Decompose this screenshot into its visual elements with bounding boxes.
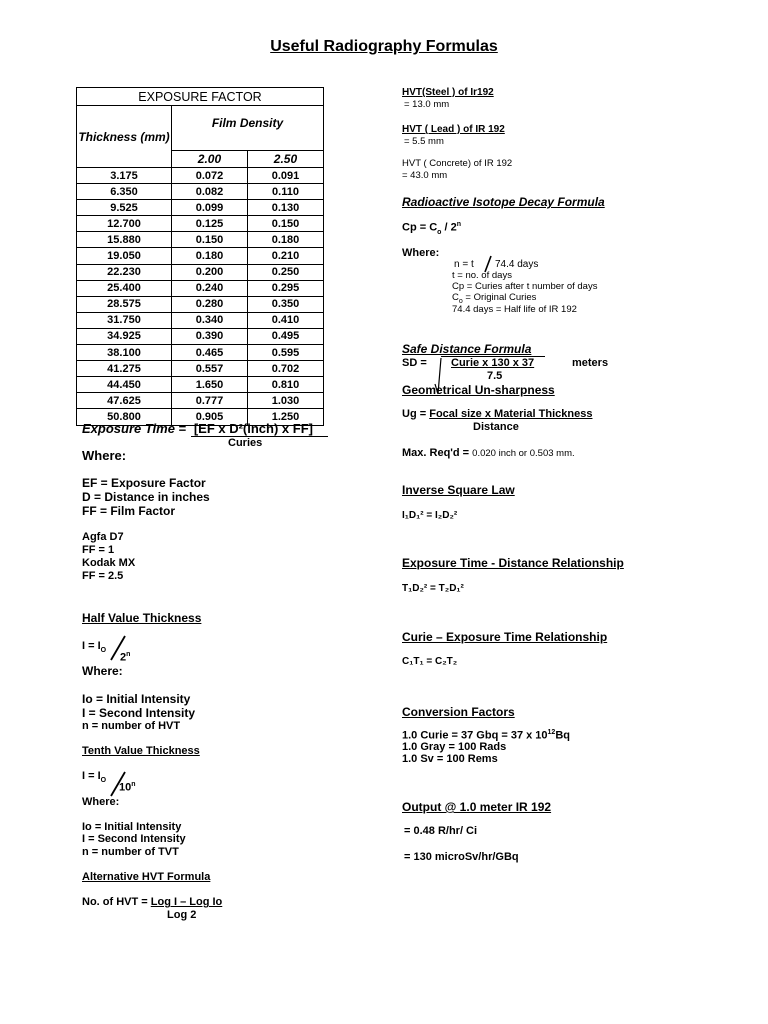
page-title: Useful Radiography Formulas <box>270 38 498 55</box>
factor-cell: 0.702 <box>247 361 323 377</box>
n-formula-lhs: n = t <box>454 259 474 270</box>
where-label: Where: <box>402 247 440 259</box>
factor-cell: 0.091 <box>247 168 323 184</box>
hvt-formula-lhs <box>82 640 106 654</box>
factor-cell: 1.650 <box>172 377 248 393</box>
sd-lhs: SD = <box>402 357 427 369</box>
thickness-cell: 9.525 <box>77 200 172 216</box>
tvt-den: 10 <box>119 781 132 794</box>
ef-definition: EF = Exposure Factor <box>82 476 206 490</box>
table-row <box>77 232 324 248</box>
factor-cell: 0.130 <box>247 200 323 216</box>
hvt-lead-title: HVT ( Lead ) of IR 192 <box>402 124 505 135</box>
sd-denominator: 7.5 <box>487 370 503 382</box>
factor-cell: 0.150 <box>172 232 248 248</box>
density-header: 2.50 <box>247 151 323 168</box>
factor-cell: 0.495 <box>247 328 323 344</box>
ug-numerator: Focal size x Material Thickness <box>429 408 593 420</box>
hvt-denominator <box>120 651 130 664</box>
hvt-exp: n <box>126 651 131 658</box>
conversion-gray: 1.0 Gray = 100 Rads <box>402 741 507 753</box>
hvt-sub: O <box>100 647 107 655</box>
thickness-cell: 47.625 <box>77 393 172 409</box>
alt-denominator: Log 2 <box>167 909 197 921</box>
factor-cell: 0.390 <box>172 328 248 344</box>
equals-sign: = <box>178 421 187 436</box>
sd-unit: meters <box>572 357 609 369</box>
factor-cell: 0.280 <box>172 296 248 312</box>
factor-cell: 1.030 <box>247 393 323 409</box>
where-label: Where: <box>82 796 120 808</box>
output-sievert: = 130 microSv/hr/GBq <box>404 851 519 863</box>
conversion-factors-title: Conversion Factors <box>402 705 515 719</box>
inverse-square-title: Inverse Square Law <box>402 483 515 497</box>
factor-cell: 0.200 <box>172 264 248 280</box>
factor-cell: 0.810 <box>247 377 323 393</box>
ff-definition: FF = Film Factor <box>82 504 176 518</box>
hvt-steel-title: HVT(Steel ) of Ir192 <box>402 87 494 98</box>
kodak-ff: FF = 2.5 <box>82 570 124 582</box>
alt-hvt-title: Alternative HVT Formula <box>82 871 211 883</box>
factor-cell: 0.410 <box>247 312 323 328</box>
table-header: EXPOSURE FACTOR <box>77 88 324 106</box>
table-row <box>77 361 324 377</box>
factor-cell: 0.595 <box>247 345 323 361</box>
decay-title: Radioactive Isotope Decay Formula <box>402 195 605 209</box>
factor-cell: 0.180 <box>247 232 323 248</box>
exposure-factor-table <box>76 87 324 426</box>
factor-cell: 0.125 <box>172 216 248 232</box>
table-row <box>77 200 324 216</box>
thickness-cell: 38.100 <box>77 345 172 361</box>
thickness-cell: 12.700 <box>77 216 172 232</box>
factor-cell: 0.082 <box>172 184 248 200</box>
output-title: Output @ 1.0 meter IR 192 <box>402 800 552 814</box>
agfa-label: Agfa D7 <box>82 531 124 543</box>
where-label: Where: <box>82 448 127 463</box>
factor-cell: 0.072 <box>172 168 248 184</box>
max-req-label: Max. Req'd = <box>402 447 470 459</box>
thickness-cell: 31.750 <box>77 312 172 328</box>
tvt-lhs: I = I <box>82 770 101 782</box>
hvt-den: 2 <box>120 651 127 664</box>
co-sub: o <box>458 297 463 305</box>
thickness-cell: 22.230 <box>77 264 172 280</box>
thickness-cell: 19.050 <box>77 248 172 264</box>
alt-hvt-formula <box>82 896 222 908</box>
factor-cell: 0.557 <box>172 361 248 377</box>
conv1-text: 1.0 Curie = 37 Gbq = 37 x 10 <box>402 729 548 742</box>
geometric-unsharpness-title: Geometrical Un-sharpness <box>402 383 555 397</box>
thickness-cell: 28.575 <box>77 296 172 312</box>
table-row <box>77 168 324 184</box>
curie-exposure-title: Curie – Exposure Time Relationship <box>402 630 608 644</box>
factor-cell: 0.295 <box>247 280 323 296</box>
thickness-cell: 44.450 <box>77 377 172 393</box>
half-life-definition: 74.4 days = Half life of IR 192 <box>452 304 577 315</box>
factor-cell: 0.240 <box>172 280 248 296</box>
hvt-lhs: I = I <box>82 640 101 652</box>
co-b: = Original Curies <box>462 292 537 303</box>
hvt-lead-value: = 5.5 mm <box>404 136 444 147</box>
table-row <box>77 345 324 361</box>
factor-cell: 0.110 <box>247 184 323 200</box>
factor-cell: 0.180 <box>172 248 248 264</box>
factor-cell: 0.350 <box>247 296 323 312</box>
max-required <box>402 447 575 459</box>
inverse-square-formula: I₁D₁² = I₂D₂² <box>402 510 458 521</box>
n-formula-rhs: 74.4 days <box>495 259 539 270</box>
decay-sup: n <box>456 221 462 228</box>
factor-cell: 0.340 <box>172 312 248 328</box>
thickness-cell: 50.800 <box>77 409 172 425</box>
max-req-value: 0.020 inch or 0.503 mm. <box>472 448 575 459</box>
decay-sub: o <box>437 228 442 236</box>
density-header: 2.00 <box>172 151 248 168</box>
t-definition: t = no. of days <box>452 270 512 281</box>
hvt-title: Half Value Thickness <box>82 611 202 625</box>
table-row <box>77 328 324 344</box>
table-row <box>77 393 324 409</box>
ug-lhs: Ug = <box>402 408 427 420</box>
factor-cell: 1.250 <box>247 409 323 425</box>
exposure-distance-title: Exposure Time - Distance Relationship <box>402 556 624 570</box>
thickness-cell: 6.350 <box>77 184 172 200</box>
factor-cell: 0.250 <box>247 264 323 280</box>
table-row <box>77 248 324 264</box>
factor-cell: 0.210 <box>247 248 323 264</box>
exposure-time-denominator: Curies <box>228 437 263 449</box>
table-row <box>77 312 324 328</box>
hvt-steel-value: = 13.0 mm <box>404 99 450 110</box>
factor-cell: 0.905 <box>172 409 248 425</box>
co-a: C <box>452 292 459 303</box>
table-row <box>77 264 324 280</box>
thickness-cell: 15.880 <box>77 232 172 248</box>
ug-formula <box>402 408 592 420</box>
table-row <box>77 184 324 200</box>
hvt-concrete-value: = 43.0 mm <box>402 170 448 181</box>
exposure-time-formula <box>82 421 313 436</box>
decay-eq2: / 2 <box>441 221 457 234</box>
conv1-unit: Bq <box>555 729 570 742</box>
cp-definition: Cp = Curies after t number of days <box>452 281 598 292</box>
n-tvt-definition: n = number of TVT <box>82 846 179 858</box>
factor-cell: 0.099 <box>172 200 248 216</box>
tvt-denominator <box>119 781 136 794</box>
output-roentgen: = 0.48 R/hr/ Ci <box>404 825 478 837</box>
thickness-cell: 41.275 <box>77 361 172 377</box>
decay-formula <box>402 221 461 236</box>
table-row <box>77 377 324 393</box>
table-row <box>77 216 324 232</box>
io-definition: Io = Initial Intensity <box>82 692 191 706</box>
thickness-cell: 3.175 <box>77 168 172 184</box>
hvt-concrete-title: HVT ( Concrete) of IR 192 <box>402 158 513 169</box>
conversion-sv: 1.0 Sv = 100 Rems <box>402 753 498 765</box>
kodak-label: Kodak MX <box>82 557 136 569</box>
factor-cell: 0.465 <box>172 345 248 361</box>
exposure-distance-formula: T₁D₂² = T₂D₁² <box>402 583 464 594</box>
table-row <box>77 280 324 296</box>
ug-denominator: Distance <box>473 421 519 433</box>
i-definition: I = Second Intensity <box>82 706 196 720</box>
exposure-time-label: Exposure Time <box>82 421 175 436</box>
co-definition <box>452 292 536 305</box>
sd-numerator: Curie x 130 x 37 <box>451 357 535 369</box>
conv1-sup: 12 <box>547 729 556 736</box>
i-definition: I = Second Intensity <box>82 833 186 845</box>
table-row <box>77 296 324 312</box>
alt-lhs: No. of HVT = <box>82 896 148 908</box>
factor-cell: 0.777 <box>172 393 248 409</box>
tvt-formula-lhs <box>82 770 106 784</box>
factor-cell: 0.150 <box>247 216 323 232</box>
d-definition: D = Distance in inches <box>82 490 210 504</box>
exposure-time-numerator: [EF x D²(inch) x FF] <box>193 421 313 436</box>
tvt-exp: n <box>131 781 136 788</box>
n-hvt-definition: n = number of HVT <box>82 720 181 732</box>
tvt-title: Tenth Value Thickness <box>82 745 200 757</box>
alt-numerator: Log I – Log Io <box>150 896 223 908</box>
conversion-curie <box>402 729 570 742</box>
thickness-cell: 25.400 <box>77 280 172 296</box>
thickness-header: Thickness (mm) <box>77 106 172 168</box>
curie-exposure-formula: C₁T₁ = C₂T₂ <box>402 656 458 667</box>
agfa-ff: FF = 1 <box>82 544 115 556</box>
decay-eq: Cp = C <box>402 221 438 234</box>
film-density-header: Film Density <box>172 106 324 151</box>
safe-distance-title: Safe Distance Formula <box>402 342 532 356</box>
io-definition: Io = Initial Intensity <box>82 821 182 833</box>
thickness-cell: 34.925 <box>77 328 172 344</box>
where-label: Where: <box>82 664 123 678</box>
tvt-sub: O <box>100 777 107 785</box>
